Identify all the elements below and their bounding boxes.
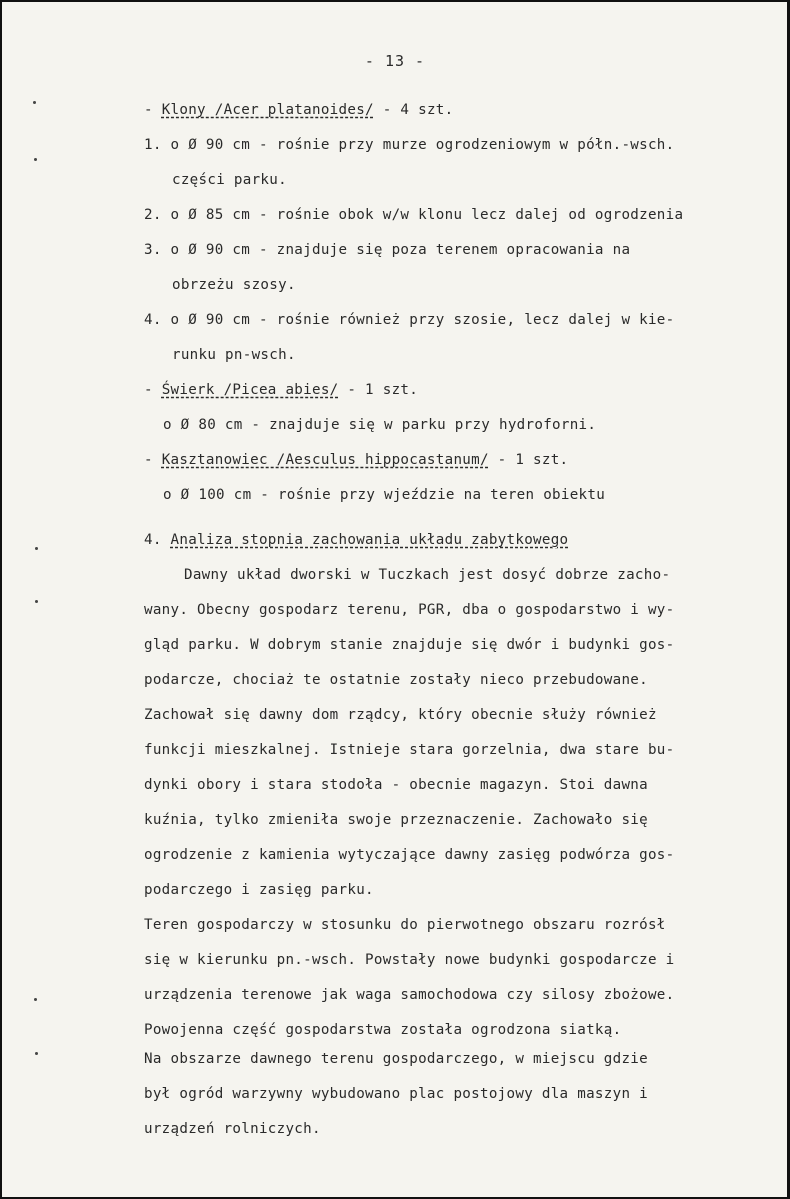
text-segment: gląd parku. W dobrym stanie znajduje się dwór i budynki gos-: [144, 637, 675, 653]
text-line: [144, 1121, 321, 1137]
text-line: [144, 882, 374, 898]
text-segment: Zachował się dawny dom rządcy, który obecnie służy również: [144, 707, 657, 723]
text-line: [144, 1051, 648, 1067]
text-line: [144, 952, 675, 968]
text-line: [172, 172, 287, 188]
punch-mark: [35, 547, 38, 550]
text-segment: części parku.: [172, 172, 287, 188]
page-number: - 13 -: [364, 52, 426, 70]
text-line: [144, 987, 675, 1003]
text-segment: urządzenia terenowe jak waga samochodowa czy silosy zbożowe.: [144, 987, 675, 1003]
text-segment: - 1 szt.: [338, 382, 419, 398]
punch-mark: [33, 101, 36, 104]
text-line: [172, 277, 296, 293]
text-segment: 4.: [144, 532, 171, 548]
text-line: [144, 242, 630, 258]
underlined-text: Świerk /Picea abies/: [161, 382, 339, 398]
text-line: [144, 452, 568, 468]
punch-mark: [34, 158, 37, 161]
text-segment: -: [144, 102, 162, 118]
text-line: [144, 917, 666, 933]
text-line: [163, 487, 605, 503]
text-segment: Powojenna część gospodarstwa została ogrodzona siatką.: [144, 1022, 622, 1038]
text-line: [144, 532, 568, 548]
text-line: [144, 312, 675, 328]
text-line: [144, 1086, 648, 1102]
text-segment: Teren gospodarczy w stosunku do pierwotnego obszaru rozrósł: [144, 917, 666, 933]
text-segment: podarcze, chociaż te ostatnie zostały nieco przebudowane.: [144, 672, 648, 688]
punch-mark: [34, 998, 37, 1001]
text-segment: Dawny układ dworski w Tuczkach jest dosyć dobrze zacho-: [184, 567, 671, 583]
text-segment: 1. o Ø 90 cm - rośnie przy murze ogrodzeniowym w półn.-wsch.: [144, 137, 675, 153]
text-line: [144, 742, 675, 758]
text-segment: Na obszarze dawnego terenu gospodarczego, w miejscu gdzie: [144, 1051, 648, 1067]
text-line: [144, 812, 648, 828]
text-segment: dynki obory i stara stodoła - obecnie magazyn. Stoi dawna: [144, 777, 648, 793]
text-segment: ogrodzenie z kamienia wytyczające dawny zasięg podwórza gos-: [144, 847, 675, 863]
text-segment: kuźnia, tylko zmieniła swoje przeznaczenie. Zachowało się: [144, 812, 648, 828]
text-line: [144, 707, 657, 723]
text-segment: o Ø 100 cm - rośnie przy wjeździe na teren obiektu: [163, 487, 606, 503]
punch-mark: [35, 600, 38, 603]
text-line: [144, 847, 675, 863]
text-line: [163, 417, 596, 433]
text-line: [144, 102, 453, 118]
text-segment: -: [144, 452, 162, 468]
text-segment: - 4 szt.: [373, 102, 454, 118]
text-segment: urządzeń rolniczych.: [144, 1121, 321, 1137]
text-line: [172, 347, 296, 363]
underlined-text: Analiza stopnia zachowania układu zabytkowego: [170, 532, 569, 548]
text-segment: - 1 szt.: [488, 452, 569, 468]
text-segment: o Ø 80 cm - znajduje się w parku przy hydroforni.: [163, 417, 597, 433]
text-line: [144, 1022, 621, 1038]
text-segment: 2. o Ø 85 cm - rośnie obok w/w klonu lecz dalej od ogrodzenia: [144, 207, 684, 223]
text-segment: 3. o Ø 90 cm - znajduje się poza terenem opracowania na: [144, 242, 631, 258]
text-line: [144, 382, 418, 398]
text-line: [144, 137, 675, 153]
text-segment: runku pn-wsch.: [172, 347, 296, 363]
text-line: [144, 672, 648, 688]
text-segment: się w kierunku pn.-wsch. Powstały nowe budynki gospodarcze i: [144, 952, 675, 968]
text-line: [144, 777, 648, 793]
underlined-text: Klony /Acer platanoides/: [161, 102, 374, 118]
underlined-text: Kasztanowiec /Aesculus hippocastanum/: [161, 452, 489, 468]
text-segment: wany. Obecny gospodarz terenu, PGR, dba o gospodarstwo i wy-: [144, 602, 675, 618]
text-line: [144, 602, 675, 618]
text-segment: obrzeżu szosy.: [172, 277, 296, 293]
punch-mark: [35, 1052, 38, 1055]
text-segment: -: [144, 382, 162, 398]
text-segment: podarczego i zasięg parku.: [144, 882, 374, 898]
text-line: [144, 637, 675, 653]
text-segment: funkcji mieszkalnej. Istnieje stara gorzelnia, dwa stare bu-: [144, 742, 675, 758]
text-segment: 4. o Ø 90 cm - rośnie również przy szosie, lecz dalej w kie-: [144, 312, 675, 328]
text-segment: był ogród warzywny wybudowano plac postojowy dla maszyn i: [144, 1086, 648, 1102]
text-line: [144, 207, 683, 223]
text-line: [184, 567, 670, 583]
